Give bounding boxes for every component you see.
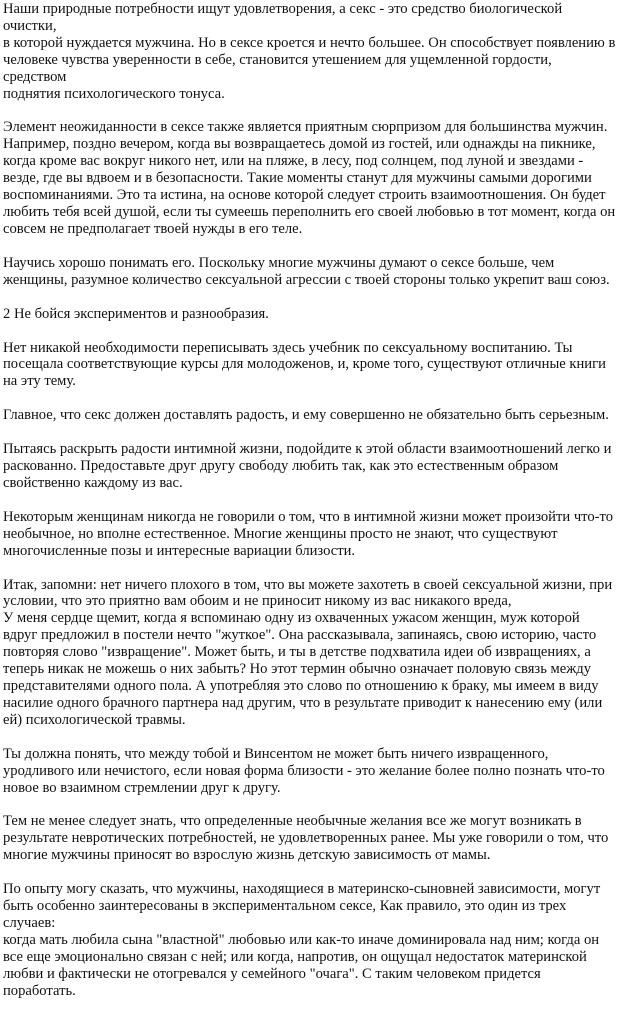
paragraph: Итак, запомни: нет ничего плохого в том, что вы можете захотеть в своей сексуальной жизни, при условии, что это приятно вам обоим и не приносит никому из вас никакого вреда, (3, 576, 613, 610)
paragraph: Пытаясь раскрыть радости интимной жизни, подойдите к этой области взаимоотношений легко и раскованно. Предоставьте друг другу свободу любить так, как это естественным образом свойственно каждому из вас. (3, 441, 612, 491)
paragraph: Нет никакой необходимости переписывать здесь учебник по сексуальному воспитанию. Ты посещала соответствующие курсы для молодоженов, и, кроме того, существуют отличные книги на эту тему. (3, 339, 606, 390)
document-page (3, 1, 617, 1017)
paragraph: У меня сердце щемит, когда я вспоминаю одну из охваченных ужасом женщин, муж которой вдруг предложил в постели нечто "жуткое". Она рассказывала, запинаясь, свою историю, часто повторяя слово "извращение". Может быть, и ты в детстве подхватила идеи об извращениях, а теперь никак не можешь о них забыть? Но этот термин обычно означает половую связь между представителями одного пола. А употребляя это слово по отношению к браку, мы имеем в виду насилие одного брачного партнера над другим, что в результате приводит к нанесению ему (или ей) психологической травмы. (3, 610, 603, 728)
paragraph: Наши природные потребности ищут удовлетворения, а секс - это средство биологической очистки, в которой нуждается мужчина. Но в сексе кроется и нечто большее. Он способствует появлению в человеке чувства уверенности в себе, становится утешением для ущемленной гордости, средством поднятия психологического тонуса. (3, 1, 616, 102)
paragraph: Тем не менее следует знать, что определенные необычные желания все же могут возникать в результате невротических потребностей, не удовлетворенных ранее. Мы уже говорили о том, что многие мужчины приносят во взрослую жизнь детскую зависимость от мамы. (3, 813, 609, 864)
paragraph: Главное, что секс должен доставлять радость, и ему совершенно не обязательно быть серьезным. (3, 407, 609, 424)
paragraph: Ты должна понять, что между тобой и Винсентом не может быть ничего извращенного, уродливого или нечистого, если новая форма близости - это желание более полно познать что-то новое во взаимном стремлении друг к другу. (3, 745, 605, 796)
section-heading: 2 Не бойся экспериментов и разнообразия. (3, 305, 269, 322)
paragraph: Некоторым женщинам никогда не говорили о том, что в интимной жизни может произойти что-то необычное, но вполне естественное. Многие женщины просто не знают, что существуют многочисленные позы и интересные вариации близости. (3, 508, 613, 559)
paragraph: Элемент неожиданности в сексе также является приятным сюрпризом для большинства мужчин. Например, поздно вечером, когда вы возвращаетесь домой из гостей, или однажды на пикнике, когда кроме вас вокруг никого нет, или на пляже, в лесу, под солнцем, под луной и звездами - везде, где вы вдвоем и в безопасности. Такие моменты станут для мужчины самыми дорогими воспоминаниями. Это та истина, на основе которой следует строить взаимоотношения. Он будет любить тебя всей душой, если ты сумеешь переполнить его своей любовью в тот момент, когда он совсем не предполагает твоей нужды в его теле. (3, 119, 616, 237)
paragraph: По опыту могу сказать, что мужчины, находящиеся в материнско-сыновней зависимости, могут быть особенно заинтересованы в экспериментальном сексе, Как правило, это один из трех случаев: когда мать любила сына "властной" любовью или как-то иначе доминировала над ним; когда он все еще эмоционально связан с ней; или когда, напротив, он ощущал недостаток материнской любви и фактически не отогревался у семейного "очага". С таким человеком придется поработать. (3, 881, 601, 999)
paragraph: Научись хорошо понимать его. Поскольку многие мужчины думают о сексе больше, чем женщины, разумное количество сексуальной агрессии с твоей стороны только укрепит ваш союз. (3, 254, 610, 288)
